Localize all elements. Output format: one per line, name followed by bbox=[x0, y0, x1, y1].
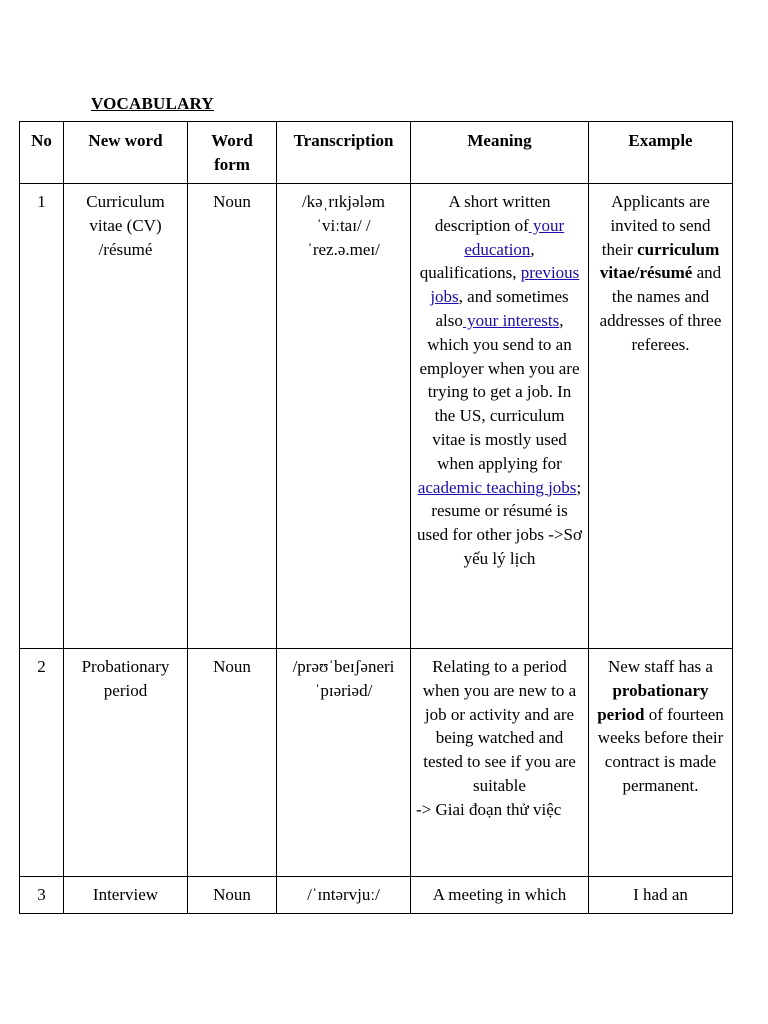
col-header-no: No bbox=[20, 122, 64, 184]
link-your-education[interactable]: your education bbox=[464, 215, 565, 259]
example-keyword: curriculum vitae/résumé bbox=[599, 239, 720, 283]
col-header-meaning: Meaning bbox=[411, 122, 589, 184]
meaning-text: , and sometimes also bbox=[435, 287, 569, 330]
cell-meaning: A meeting in which bbox=[411, 877, 589, 914]
cell-word-form: Noun bbox=[188, 649, 277, 877]
cell-no: 3 bbox=[20, 877, 64, 914]
cell-word-form: Noun bbox=[188, 184, 277, 649]
col-header-word-form: Word form bbox=[188, 122, 277, 184]
table-row bbox=[20, 649, 733, 877]
cell-no: 1 bbox=[20, 184, 64, 649]
cell-transcription: /kəˌrɪkjələm ˈviːtaɪ/ /ˈrez.ə.meɪ/ bbox=[277, 184, 411, 649]
table-row bbox=[20, 877, 733, 914]
cell-new-word: Probationary period bbox=[64, 649, 188, 877]
cell-example bbox=[589, 649, 733, 877]
cell-example: I had an bbox=[589, 877, 733, 914]
page-heading: VOCABULARY bbox=[91, 94, 214, 113]
cell-transcription: /ˈɪntərvjuː/ bbox=[277, 877, 411, 914]
cell-new-word: Interview bbox=[64, 877, 188, 914]
example-text: of fourteen weeks before their contract is made permanent. bbox=[597, 704, 724, 795]
meaning-text: A short written description of bbox=[434, 192, 551, 235]
cell-word-form: Noun bbox=[188, 877, 277, 914]
col-header-new-word: New word bbox=[64, 122, 188, 184]
meaning-text: ; resume or résumé is used for other jobs ->Sơ yếu lý lịch bbox=[417, 477, 582, 568]
col-header-example: Example bbox=[589, 122, 733, 184]
cell-new-word: Curriculum vitae (CV) /résumé bbox=[64, 184, 188, 649]
example-keyword: probationary period bbox=[597, 680, 709, 724]
table-row bbox=[20, 184, 733, 649]
cell-meaning bbox=[411, 184, 589, 649]
meaning-text: , qualifications, bbox=[419, 239, 535, 283]
meaning-vietnamese: -> Giai đoạn thử việc bbox=[416, 799, 562, 819]
cell-example bbox=[589, 184, 733, 649]
example-text: New staff has a bbox=[608, 657, 713, 676]
link-academic-teaching-jobs[interactable]: academic teaching jobs bbox=[417, 477, 577, 497]
link-previous-jobs[interactable]: previous jobs bbox=[430, 263, 580, 307]
example-text: Applicants are invited to send their bbox=[601, 192, 711, 259]
cell-meaning bbox=[411, 649, 589, 877]
col-header-transcription: Transcription bbox=[277, 122, 411, 184]
vocabulary-table bbox=[19, 121, 733, 914]
meaning-text: , which you send to an employer when you are trying to get a job. In the US, curriculum vitae is mostly used when applying for bbox=[419, 310, 580, 473]
cell-no: 2 bbox=[20, 649, 64, 877]
link-your-interests[interactable]: your interests bbox=[462, 310, 560, 330]
example-text: and the names and addresses of three referees. bbox=[599, 263, 722, 354]
cell-transcription: /prəʊˈbeɪʃəneri ˈpɪəriəd/ bbox=[277, 649, 411, 877]
table-header-row bbox=[20, 122, 733, 184]
meaning-text: Relating to a period when you are new to a job or activity and are being watched and tested to see if you are suitable bbox=[422, 657, 577, 795]
